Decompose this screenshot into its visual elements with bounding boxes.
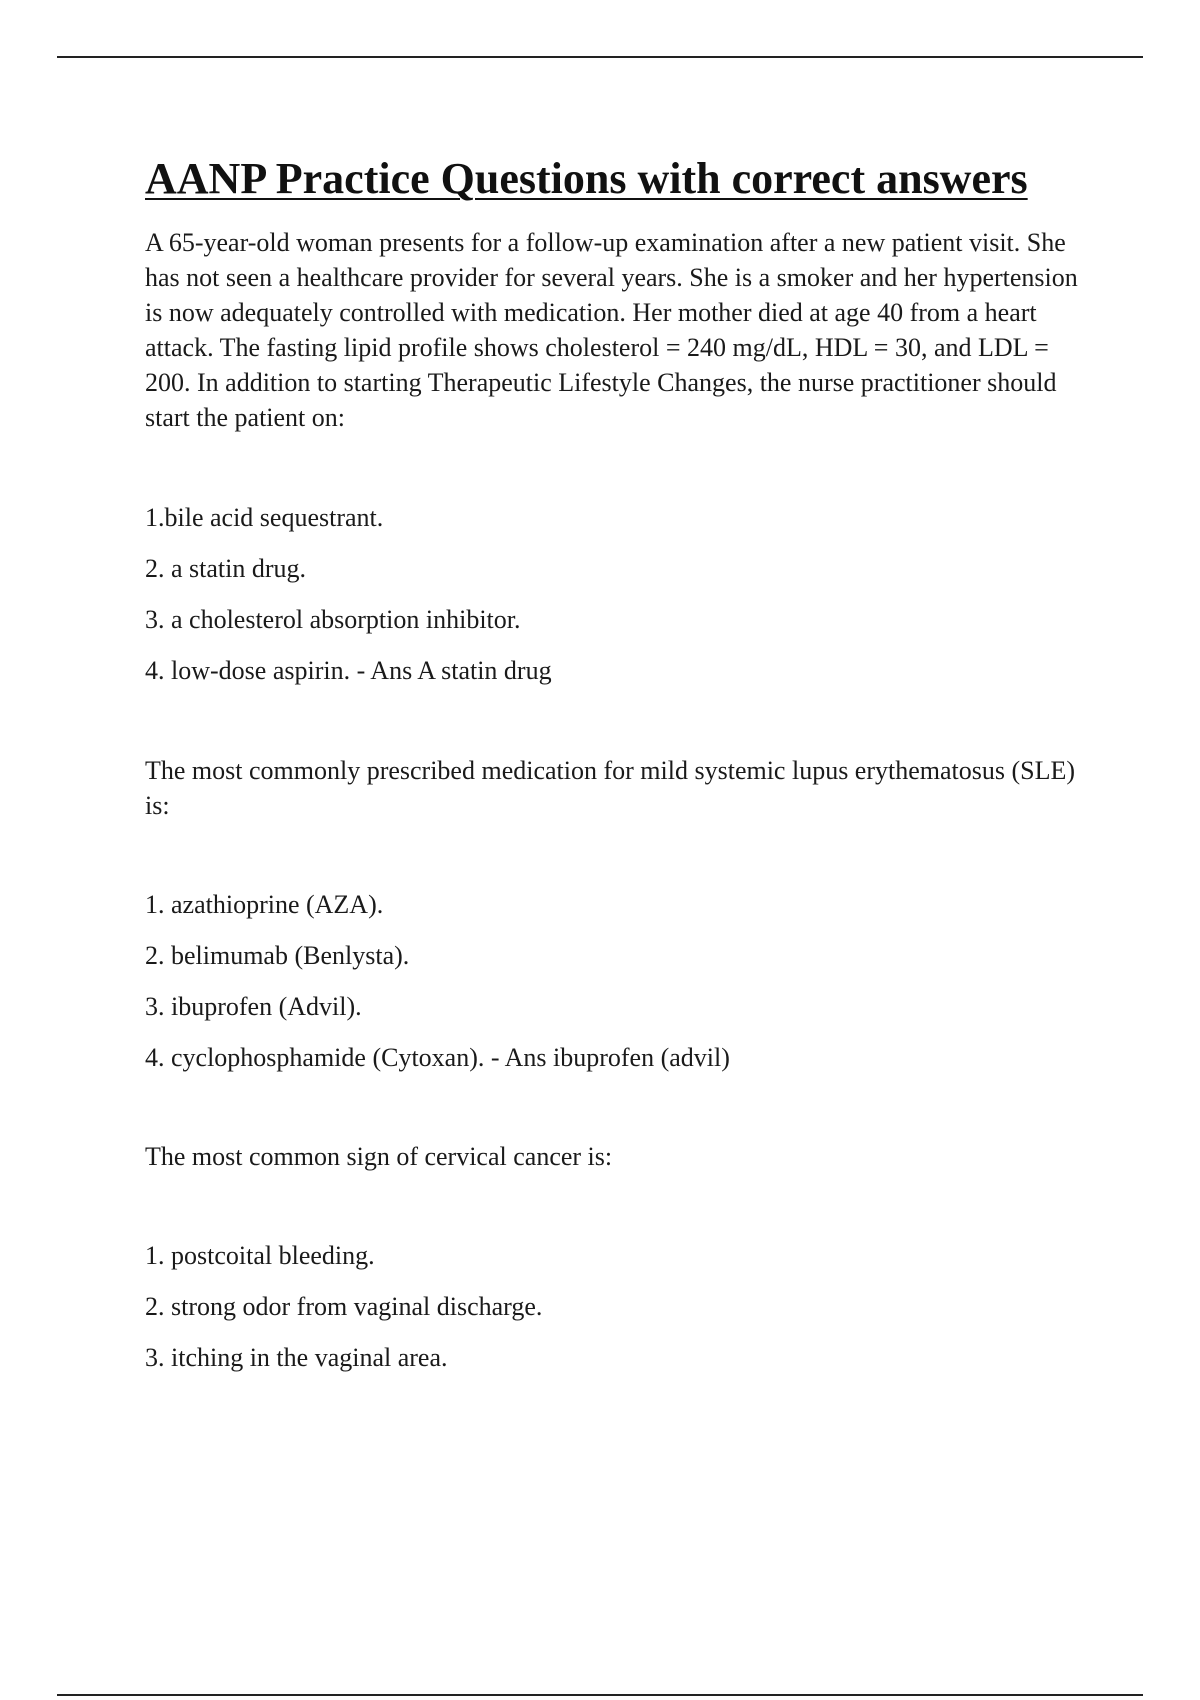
answer-option: 2. a statin drug.	[145, 554, 307, 583]
bottom-rule	[57, 1694, 1143, 1696]
answer-option: 1.bile acid sequestrant.	[145, 503, 384, 532]
answer-option: 4. low-dose aspirin. - Ans A statin drug	[145, 656, 552, 685]
question-3	[145, 1139, 1095, 1375]
answer-option: 2. strong odor from vaginal discharge.	[145, 1292, 543, 1321]
top-rule	[57, 56, 1143, 58]
document-title: AANP Practice Questions with correct answers	[145, 154, 1028, 203]
answer-option: 3. a cholesterol absorption inhibitor.	[145, 605, 521, 634]
answer-options	[145, 1238, 1095, 1375]
answer-option: 1. azathioprine (AZA).	[145, 890, 384, 919]
answer-option: 2. belimumab (Benlysta).	[145, 941, 410, 970]
question-2	[145, 753, 1095, 1075]
answer-option: 3. ibuprofen (Advil).	[145, 992, 362, 1021]
answer-option: 3. itching in the vaginal area.	[145, 1343, 448, 1372]
document-body	[145, 148, 1095, 1375]
question-text: A 65-year-old woman presents for a follow-up examination after a new patient visit. She has not seen a healthcare provider for several years. She is a smoker and her hypertension is now adequately controlled with medication. Her mother died at age 40 from a heart attack. The fasting lipid profile shows cholesterol = 240 mg/dL, HDL = 30, and LDL = 200. In addition to starting Therapeutic Lifestyle Changes, the nurse practitioner should start the patient on:	[145, 228, 1078, 432]
question-1	[145, 225, 1095, 688]
answer-options	[145, 500, 1095, 688]
answer-option: 4. cyclophosphamide (Cytoxan). - Ans ibuprofen (advil)	[145, 1043, 730, 1072]
question-text: The most common sign of cervical cancer is:	[145, 1142, 613, 1171]
answer-options	[145, 887, 1095, 1075]
answer-option: 1. postcoital bleeding.	[145, 1241, 375, 1270]
question-text: The most commonly prescribed medication for mild systemic lupus erythematosus (SLE) is:	[145, 756, 1076, 820]
